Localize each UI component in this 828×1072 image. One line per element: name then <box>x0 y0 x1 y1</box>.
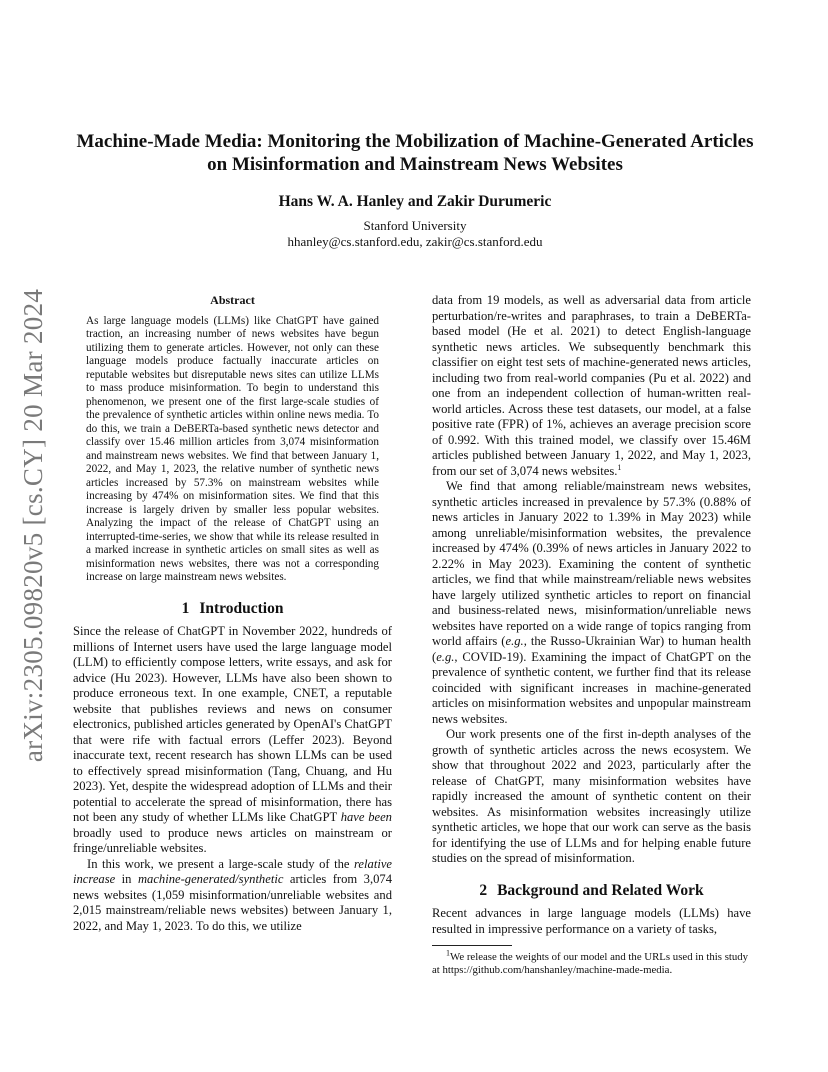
section-number: 2 <box>479 881 488 899</box>
left-column <box>73 293 392 934</box>
author-affiliation <box>70 218 760 250</box>
section-title: Background and Related Work <box>497 881 704 899</box>
section-number: 1 <box>181 599 190 617</box>
paper-authors: Hans W. A. Hanley and Zakir Durumeric <box>278 193 552 210</box>
section-heading-background <box>432 883 751 899</box>
body-paragraph-3: Our work presents one of the first in-depth analyses of the growth of synthetic articles across the news ecosystem. We show that throughout 2022 and 2023, particularly after the release of ChatGPT, many misinformation websites have rapidly increased the amount of synthetic content on their websites. As misinformation websites increasingly utilize synthetic articles, we hope that our work can serve as the basis for identifying the use of LLMs and for helping enable future studies on the spread of misinformation. <box>432 727 751 865</box>
footnote: $^1$We release the weights of our model and the URLs used in this study at https://github.com/hanshanley/machine-made-media. <box>432 948 749 976</box>
abstract-heading: Abstract <box>210 293 255 307</box>
background-paragraph-1: Recent advances in large language models (LLMs) have resulted in impressive performance on a variety of tasks, <box>432 906 751 936</box>
section-heading-introduction <box>73 601 392 617</box>
abstract-text: As large language models (LLMs) like ChatGPT have gained traction, an increasing number of news websites have begun utilizing them to generate articles. However, not only can these language models produce factually inaccurate articles on reputable websites but disreputable news sites can utilize LLMs to mass produce misinformation. To begin to understand this phenomenon, we present one of the first large-scale studies of the prevalence of synthetic articles within online news media. To do this, we train a DeBERTa-based synthetic news detector and classify over 15.46 million articles from 3,074 misinformation and mainstream news websites. We find that between January 1, 2022, and May 1, 2023, the relative number of synthetic news articles increased by 57.3% on mainstream websites while increasing by 474% on misinformation sites. We find that this increase is largely driven by smaller less popular websites. Analyzing the impact of the release of ChatGPT using an interrupted-time-series, we show that while its release resulted in a marked increase in synthetic articles on small sites as well as misinformation news websites, there was not a corresponding increase on large mainstream news websites. <box>86 314 379 583</box>
affiliation-name: Stanford University <box>363 218 467 233</box>
author-emails: hhanley@cs.stanford.edu, zakir@cs.stanford.edu <box>287 234 543 249</box>
right-column <box>432 293 751 977</box>
intro-paragraph-2: In this work, we present a large-scale study of the relative increase in machine-generated/synthetic articles from 3,074 news websites (1,059 misinformation/unreliable websites and 2,015 mainstream/reliable news websites) between January 1, 2022, and May 1, 2023. To do this, we utilize <box>73 856 392 933</box>
footnote-divider <box>432 945 512 946</box>
footnote-marker: 1 <box>617 462 622 472</box>
paper-title: Machine-Made Media: Monitoring the Mobilization of Machine-Generated Articles on Misinformation and Mainstream News Websites <box>76 131 754 175</box>
intro-paragraph-1: Since the release of ChatGPT in November 2022, hundreds of millions of Internet users have used the large language model (LLM) to efficiently compose letters, write essays, and ask for advice (Hu 2023). However, LLMs have also been shown to produce erroneous text. In one example, CNET, a reputable website that publishes reviews and news on consumer electronics, published articles generated by OpenAI's ChatGPT that were rife with factual errors (Leffer 2023). Beyond inaccurate text, recent research has shown LLMs can be used to effectively spread misinformation (Tang, Chuang, and Hu 2023). Yet, despite the widespread adoption of LLMs and their potential to accelerate the spread of misinformation, there has not been any study of whether LLMs like ChatGPT have been broadly used to produce news articles on mainstream or fringe/unreliable websites. <box>73 624 392 855</box>
arxiv-identifier: arXiv:2305.09820v5 [cs.CY] 20 Mar 2024 <box>18 288 49 762</box>
section-title: Introduction <box>199 599 284 617</box>
body-paragraph-1: data from 19 models, as well as adversarial data from article perturbation/re-writes and paraphrases, to train a DeBERTa-based model (He et al. 2021) to detect English-language synthetic news articles. We subsequently benchmark this classifier on eight test sets of machine-generated news articles, including two from real-world companies (Pu et al. 2022) and one from an independent collection of human-written real-world articles. Across these test datasets, our model, at a false positive rate (FPR) of 1%, achieves an average precision score of 0.992. With this trained model, we classify over 15.46M articles published between January 1, 2022, and May 1, 2023, from our set of 3,074 news websites.$^1$ <box>432 293 751 478</box>
body-paragraph-2: We find that among reliable/mainstream news websites, synthetic articles increased in prevalence by 57.3% (0.88% of news articles in January 2022 to 1.39% in May 2023) while among unreliable/misinformation websites, the prevalence increased by 474% (0.39% of news articles in January 2022 to 2.22% in May 2023). Examining the content of synthetic articles, we find that while mainstream/reliable news websites have largely utilized synthetic articles to report on financial and business-related news, misinformation/unreliable news websites have reported on a wide range of topics ranging from world affairs (e.g., the Russo-Ukrainian War) to human health (e.g., COVID-19). Examining the impact of ChatGPT on the prevalence of synthetic content, we further find that its release coincided with significant increases in machine-generated articles on misinformation websites and unpopular mainstream news websites. <box>432 479 751 726</box>
